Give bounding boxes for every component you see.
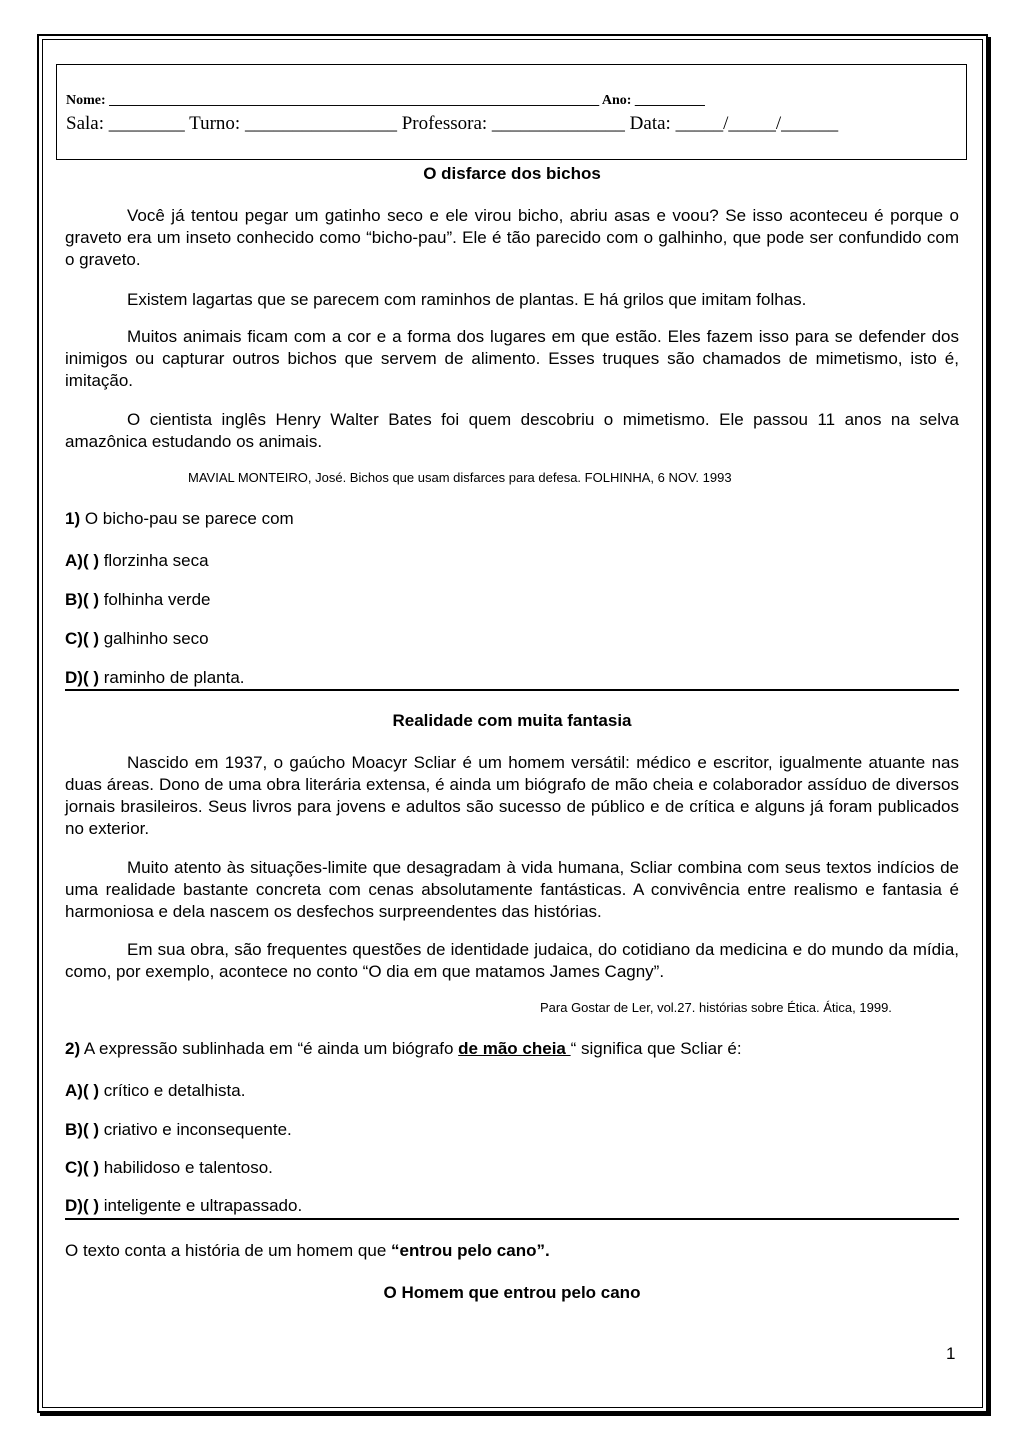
option-letter: A)( ): [65, 1081, 99, 1100]
question-1: [65, 509, 294, 529]
text3-title: O Homem que entrou pelo cano: [383, 1283, 641, 1302]
text1-paragraph-4: O cientista inglês Henry Walter Bates foi quem descobriu o mimetismo. Ele passou 11 anos na selva amazônica estudando os animais.: [65, 410, 959, 451]
text1-source: MAVIAL MONTEIRO, José. Bichos que usam disfarces para defesa. FOLHINHA, 6 NOV. 1993: [188, 470, 732, 485]
text1-paragraph-3: Muitos animais ficam com a cor e a forma dos lugares em que estão. Eles fazem isso para se defender dos inimigos ou capturar outros bichos que servem de alimento. Esses truques são chamados de mimetismo, isto é, imitação.: [65, 327, 959, 390]
section-divider: [65, 689, 959, 691]
q1-option-a[interactable]: [65, 551, 209, 571]
text1-title: O disfarce dos bichos: [423, 164, 601, 183]
option-text: folhinha verde: [98, 590, 211, 609]
header-line-name: Nome: ______________________________________________________________________ Ano: __________: [66, 93, 705, 108]
text3-intro-text: O texto conta a história de um homem que: [65, 1241, 392, 1260]
question-2-text-after: “ significa que Scliar é:: [570, 1039, 742, 1058]
option-text: florzinha seca: [98, 551, 209, 570]
text2-paragraph-3: Em sua obra, são frequentes questões de identidade judaica, do cotidiano da medicina e do mundo da mídia, como, por exemplo, acontece no conto “O dia em que matamos James Cagny”.: [65, 940, 959, 981]
option-letter: A)( ): [65, 551, 99, 570]
q2-option-b[interactable]: [65, 1120, 292, 1140]
option-text: criativo e inconsequente.: [98, 1120, 292, 1139]
option-letter: B)( ): [65, 1120, 99, 1139]
text2-paragraph-2: Muito atento às situações-limite que desagradam à vida humana, Scliar combina com seus textos indícios de uma realidade bastante concreta com cenas absolutamente fantásticas. A convivência entre realismo e fantasia é harmoniosa e dela nascem os desfechos surpreendentes das histórias.: [65, 858, 959, 921]
text3-intro: [65, 1241, 550, 1261]
question-1-number: 1): [65, 509, 81, 528]
option-letter: C)( ): [65, 629, 99, 648]
text1-paragraph-2: Existem lagartas que se parecem com raminhos de plantas. E há grilos que imitam folhas.: [127, 290, 807, 309]
question-2-text-before: A expressão sublinhada em “é ainda um biógrafo: [80, 1039, 459, 1058]
text3-intro-bold: “entrou pelo cano”.: [391, 1241, 550, 1260]
question-2-number: 2): [65, 1039, 81, 1058]
question-2: [65, 1039, 742, 1059]
question-1-text: O bicho-pau se parece com: [80, 509, 294, 528]
q1-option-b[interactable]: [65, 590, 211, 610]
option-letter: B)( ): [65, 590, 99, 609]
text2-paragraph-1: Nascido em 1937, o gaúcho Moacyr Scliar é um homem versátil: médico e escritor, igualmente atuante nas duas áreas. Dono de uma obra literária extensa, é ainda um biógrafo de mão cheia e colaborador assíduo de diversos jornais brasileiros. Seus livros para jovens e adultos são sucesso de público e de crítica e alguns já foram publicados no exterior.: [65, 753, 959, 838]
option-text: raminho de planta.: [98, 668, 245, 687]
option-letter: C)( ): [65, 1158, 99, 1177]
header-line-class: Sala: ________ Turno: ________________ Professora: ______________ Data: _____/_____/______: [66, 113, 839, 134]
q1-option-c[interactable]: [65, 629, 209, 649]
question-2-underlined: de mão cheia: [458, 1039, 571, 1058]
page-number: 1: [946, 1344, 956, 1363]
option-text: habilidoso e talentoso.: [98, 1158, 273, 1177]
option-text: crítico e detalhista.: [98, 1081, 246, 1100]
student-header: [56, 64, 967, 160]
q2-option-a[interactable]: [65, 1081, 245, 1101]
q2-option-c[interactable]: [65, 1158, 273, 1178]
option-letter: D)( ): [65, 1196, 99, 1215]
q2-option-d[interactable]: [65, 1196, 302, 1216]
text1-paragraph-1: Você já tentou pegar um gatinho seco e ele virou bicho, abriu asas e voou? Se isso aconteceu é porque o graveto era um inseto conhecido como “bicho-pau”. Ele é tão parecido com o galhinho, que pode ser confundido com o graveto.: [65, 206, 959, 269]
section-divider: [65, 1218, 959, 1220]
option-text: galhinho seco: [98, 629, 209, 648]
option-letter: D)( ): [65, 668, 99, 687]
q1-option-d[interactable]: [65, 668, 245, 688]
text2-title: Realidade com muita fantasia: [392, 711, 632, 730]
text2-source: Para Gostar de Ler, vol.27. histórias sobre Ética. Ática, 1999.: [540, 1000, 892, 1015]
option-text: inteligente e ultrapassado.: [98, 1196, 303, 1215]
